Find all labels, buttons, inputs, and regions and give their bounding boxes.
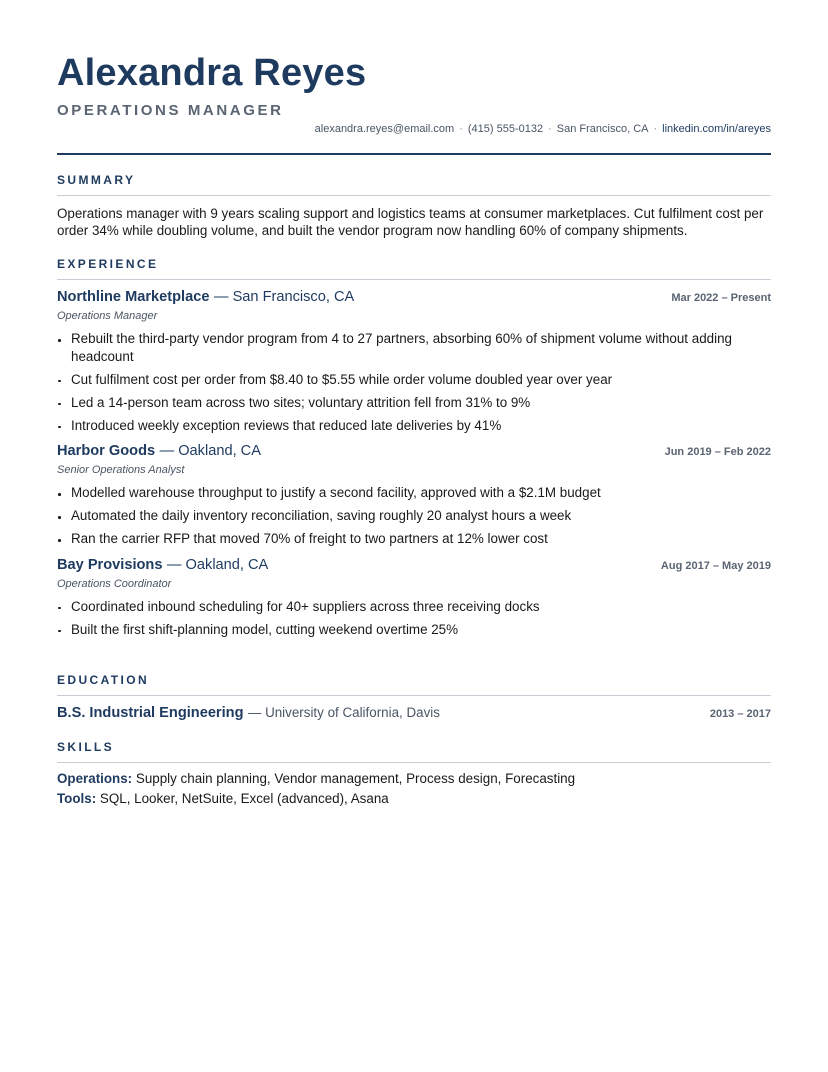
skills-label: Operations:	[57, 771, 133, 786]
section-divider	[57, 695, 771, 696]
achievement-item: Modelled warehouse throughput to justify a second facility, approved with a $2.1M budget	[57, 484, 771, 502]
achievement-list	[57, 330, 771, 434]
school-name: — University of California, Davis	[247, 705, 440, 720]
achievement-item: Led a 14-person team across two sites; voluntary attrition fell from 31% to 9%	[57, 394, 771, 412]
job-dates: Jun 2019 – Feb 2022	[664, 446, 771, 458]
achievement-item: Automated the daily inventory reconciliation, saving roughly 20 analyst hours a week	[57, 507, 771, 525]
job-dates: Aug 2017 – May 2019	[660, 559, 771, 572]
job-header	[57, 442, 771, 460]
section-divider	[57, 195, 771, 196]
company-name: Bay Provisions	[57, 556, 163, 573]
contact-separator: ·	[459, 123, 463, 135]
skills-line	[57, 769, 771, 789]
job-title: Operations Coordinator	[57, 577, 172, 590]
job-dates: Mar 2022 – Present	[671, 292, 771, 304]
section-title-summary: SUMMARY	[57, 173, 136, 187]
company-name: Northline Marketplace	[57, 289, 210, 305]
section-title-education: EDUCATION	[57, 673, 150, 687]
degree-name: B.S. Industrial Engineering	[57, 705, 244, 721]
job-entry	[57, 442, 771, 548]
contact-line	[315, 121, 771, 137]
company-location: — San Francisco, CA	[213, 289, 355, 305]
achievement-item: Coordinated inbound scheduling for 40+ suppliers across three receiving docks	[57, 598, 771, 616]
summary-text: Operations manager with 9 years scaling support and logistics teams at consumer marketplaces. Cut fulfilment cost per order 34% while doubling volume, and built the vendor program now handling 60% of company shipments.	[57, 206, 764, 238]
skills-line	[57, 789, 771, 809]
header-divider	[57, 153, 771, 155]
section-divider	[57, 762, 771, 763]
section-title-experience: EXPERIENCE	[57, 257, 159, 271]
job-company-line	[57, 556, 268, 574]
job-title: Senior Operations Analyst	[57, 464, 185, 476]
company-name: Harbor Goods	[57, 443, 156, 459]
company-location: — Oakland, CA	[159, 443, 261, 459]
achievement-item: Ran the carrier RFP that moved 70% of freight to two partners at 12% lower cost	[57, 530, 771, 548]
job-company-line	[57, 442, 261, 460]
job-header	[57, 288, 771, 306]
job-company-line	[57, 288, 354, 306]
candidate-role: OPERATIONS MANAGER	[57, 102, 284, 119]
skills-section	[57, 739, 771, 809]
experience-section	[57, 256, 771, 644]
achievement-item: Cut fulfilment cost per order from $8.40 to $5.55 while order volume doubled year over year	[57, 371, 771, 389]
job-entry	[57, 288, 771, 434]
summary-section	[57, 172, 771, 239]
section-title-skills: SKILLS	[57, 740, 115, 754]
job-title: Operations Manager	[57, 310, 158, 322]
phone-number: (415) 555-0132	[467, 123, 544, 135]
candidate-name: Alexandra Reyes	[57, 52, 367, 94]
skills-label: Tools:	[57, 791, 97, 806]
email-link[interactable]: alexandra.reyes@email.com	[314, 123, 455, 135]
skills-list	[57, 769, 771, 809]
achievement-list	[57, 598, 771, 639]
linkedin-link[interactable]: linkedin.com/in/areyes	[662, 123, 771, 135]
education-degree-line	[57, 704, 440, 722]
job-entry	[57, 556, 771, 639]
achievement-item: Built the first shift-planning model, cutting weekend overtime 25%	[57, 621, 771, 639]
contact-separator: ·	[653, 123, 658, 135]
achievement-list	[57, 484, 771, 548]
contact-separator: ·	[548, 123, 552, 135]
education-entry	[57, 704, 771, 722]
company-location: — Oakland, CA	[166, 556, 269, 573]
education-section	[57, 672, 771, 722]
section-divider	[57, 279, 771, 280]
skills-value: SQL, Looker, NetSuite, Excel (advanced), Asana	[99, 791, 389, 806]
contact-location: San Francisco, CA	[556, 123, 649, 135]
skills-value: Supply chain planning, Vendor management, Process design, Forecasting	[135, 771, 576, 786]
achievement-item: Introduced weekly exception reviews that reduced late deliveries by 41%	[57, 417, 771, 435]
achievement-item: Rebuilt the third-party vendor program from 4 to 27 partners, absorbing 60% of shipment volume without adding headcount	[57, 330, 771, 365]
education-dates: 2013 – 2017	[709, 708, 771, 720]
job-header	[57, 556, 771, 574]
